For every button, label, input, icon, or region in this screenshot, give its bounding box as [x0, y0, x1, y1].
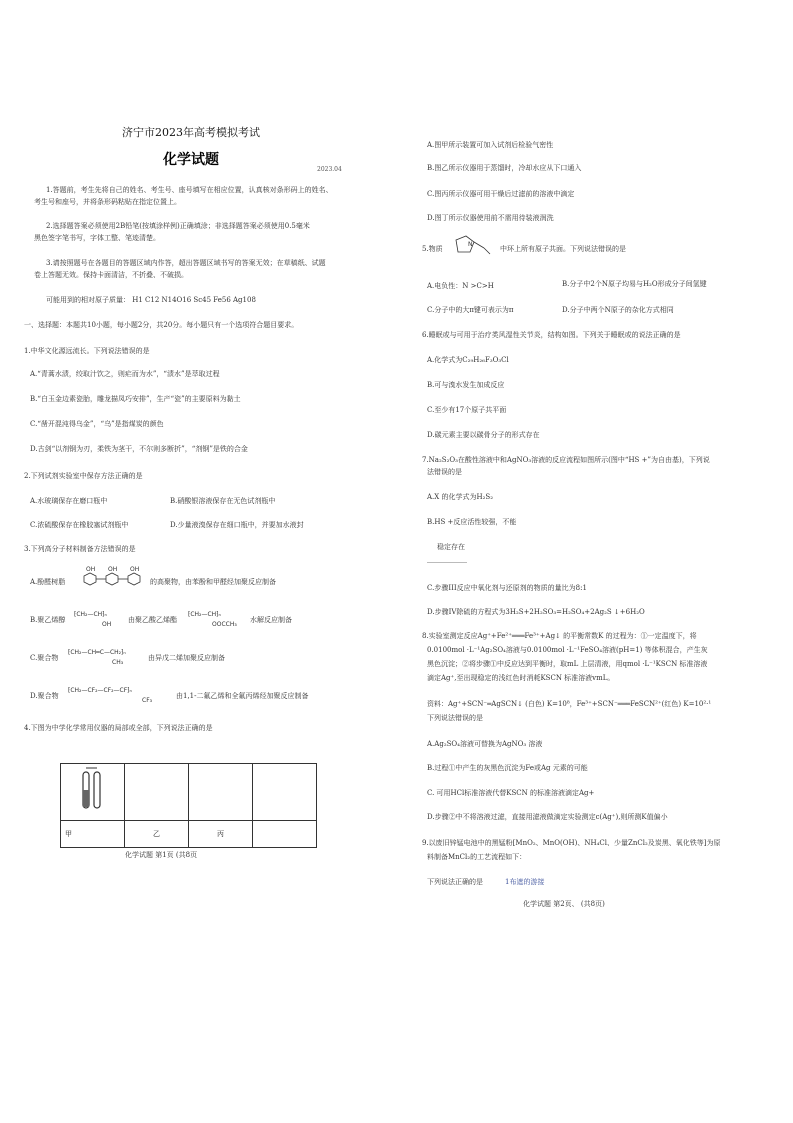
- option-c: C.步骤III反应中氧化剂与还原剂的物质的量比为8:1: [427, 584, 587, 592]
- instruction-line: 2.选择题答案必须使用2B铅笔(按填涂样例)正确填涂；非选择题答案必须使用0.5毫米: [46, 222, 310, 230]
- option-a: A.“青蒿水渍，绞取汁饮之，则疟而为水”，“渍水”是萃取过程: [30, 370, 220, 378]
- option-a: A.Ag₂SO₄溶液可替换为AgNO₃ 溶液: [427, 740, 543, 748]
- option-c: C.“凿开混沌得乌金”，“乌”是指煤炭的颜色: [30, 420, 164, 428]
- svg-text:CH₃: CH₃: [112, 659, 124, 666]
- question-stem: 8.实验室测定反应Ag⁺+Fe²⁺═══Fe³⁺+Ag↓ 的平衡常数K 的过程为：①一定温度下，将: [422, 632, 697, 640]
- question-prompt: 下列说法错误的是: [427, 714, 483, 722]
- question-stem-rest: 中环上所有原子共面。下列说法错误的是: [500, 245, 626, 253]
- option-a: A.酚醛树脂: [30, 578, 66, 586]
- svg-text:⁅CH₂—CH⁆ₙ: ⁅CH₂—CH⁆ₙ: [188, 611, 221, 618]
- svg-text:CF₃: CF₃: [142, 697, 153, 704]
- polyvinyl-acetate-structure: [186, 606, 248, 630]
- option-d: D.少量液溴保存在细口瓶中，并要加水液封: [170, 521, 304, 529]
- option-d: D.图丁所示仪器使用前不需用待装液润洗: [427, 214, 554, 222]
- svg-text:N: N: [468, 241, 473, 248]
- atomic-masses: 可能用到的相对原子质量： H1 C12 N14O16 Sc45 Fe56 Ag108: [46, 296, 256, 304]
- figure-placeholder-line: [427, 562, 467, 563]
- question-stem-cont: 料制备MnCl₂的工艺流程如下：: [427, 853, 527, 861]
- question-stem: 7.Na₂S₂O₃在酸性溶液中和AgNO₃溶液的反应流程如图所示(图中“HS +”为自由基)，下列说: [422, 456, 710, 464]
- option-a: A.X 的化学式为H₂S₂: [427, 493, 494, 501]
- reference-info: 资料：Ag⁺+SCN⁻═AgSCN↓ (白色) K=10⁸，Fe³⁺+SCN⁻═══FeSCN²⁺(红色) K=10²·¹: [427, 700, 712, 708]
- instruction-line: 黑色签字笔书写，字体工整、笔迹清楚。: [34, 234, 160, 242]
- label-bing: 丙: [189, 821, 253, 848]
- option-c: C.分子中的大π键可表示为π: [427, 306, 514, 314]
- option-c: C.图丙所示仪器可用干燥后过滤前的溶液中滴定: [427, 190, 575, 198]
- question-stem: 3.下列高分子材料制备方法错误的是: [24, 545, 136, 553]
- instruction-line: 1.答题前，考生先将自己的姓名、考生号、座号填写在相应位置，认真核对条形码上的姓名、: [46, 186, 333, 194]
- option-c: C.浓硫酸保存在橡胶塞试剂瓶中: [30, 521, 129, 529]
- question-stem-cont: 滴定Ag⁺,至出现稳定的浅红色时消耗KSCN 标准溶液vmL。: [427, 674, 615, 682]
- svg-text:OH: OH: [102, 621, 112, 628]
- option-a: A.电负性：N >C>H: [427, 282, 494, 290]
- question-prompt: 下列说法正确的是: [427, 878, 483, 886]
- option-b-mid: 由聚乙酸乙烯酯: [128, 616, 177, 624]
- option-d: D.聚合物: [30, 692, 59, 700]
- option-d: D.分子中两个N原子的杂化方式相同: [562, 306, 674, 314]
- question-stem: 5.物质: [422, 245, 443, 253]
- apparatus-yi: [125, 764, 189, 821]
- polyisoprene-structure: [66, 644, 146, 668]
- fluoropolymer-structure: [66, 682, 176, 706]
- option-d: D.古剑“以剂钢为刃，柔铁为茎干，不尔则多断折”，“剂钢”是铁的合金: [30, 445, 248, 453]
- question-stem-cont: 法错误的是: [427, 468, 462, 476]
- page-footer: 化学试题 第1页 (共8页: [125, 851, 198, 859]
- label-yi: 乙: [125, 821, 189, 848]
- subject-title: 化学试题: [163, 152, 219, 168]
- svg-text:⁅CH₂—CF₂—CF₂—CF⁆ₙ: ⁅CH₂—CF₂—CF₂—CF⁆ₙ: [68, 687, 132, 694]
- label-ding: [253, 821, 317, 848]
- option-a: A.化学式为C₂₉H₂₆F₃O₃Cl: [427, 356, 509, 364]
- option-b-cont: 稳定存在: [437, 543, 465, 551]
- instruction-line: 卷上答题无效。保持卡面清洁，不折叠、不破损。: [34, 271, 188, 279]
- option-b: B.聚乙烯醇: [30, 616, 66, 624]
- option-c: C.至少有17个原子共平面: [427, 406, 507, 414]
- question-stem: 6.睡眠或与可用于治疗类风湿性关节炎，结构如图。下列关于睡眠或的说法正确的是: [422, 331, 681, 339]
- option-d: D.碳元素主要以碳骨分子的形式存在: [427, 431, 540, 439]
- option-c: C.聚合物: [30, 654, 59, 662]
- option-a-rest: 的高聚物，由苯酚和甲醛经加聚反应制备: [150, 578, 276, 586]
- question-stem-cont: 黑色沉淀；②将步骤①中反应达到平衡时，取mL 上层清液，用qmol ·L⁻¹KSCN 标准溶液: [427, 660, 708, 668]
- option-d-rest: 由1,1-二氟乙烯和全氟丙烯经加聚反应制备: [176, 692, 309, 700]
- handwritten-note: 1布遮的游接: [505, 878, 545, 886]
- option-d: D.步骤IV除硫的方程式为3H₂S+2H₂SO₃=H₂SO₄+2Ag₂S ↓+6H₂O: [427, 608, 645, 616]
- apparatus-jia: [61, 764, 125, 821]
- apparatus-ding: [253, 764, 317, 821]
- svg-text:⁅CH₂—CH═C—CH₂⁆ₙ: ⁅CH₂—CH═C—CH₂⁆ₙ: [68, 649, 126, 656]
- option-b: B.“白玉金边素瓷胎，雕龙描凤巧安排”，生产“瓷”的主要原料为黏土: [30, 395, 241, 403]
- question-stem: 4.下图为中学化学常用仪器的局部或全部，下列说法正确的是: [24, 724, 213, 732]
- svg-text:OOCCH₃: OOCCH₃: [212, 621, 237, 628]
- section-heading: 一、选择题：本题共10小题，每小题2分，共20分。每小题只有一个选项符合题目要求。: [24, 321, 299, 329]
- option-a: A.水玻璃保存在磨口瓶中: [30, 497, 108, 505]
- exam-title: 济宁市2023年高考模拟考试: [122, 126, 260, 139]
- option-c-rest: 由异戊二烯加聚反应制备: [148, 654, 225, 662]
- option-d: D.步骤②中不将溶液过滤，直接用滤液做滴定实验测定c(Ag⁺),则所测K值偏小: [427, 813, 668, 821]
- option-b: B.过程①中产生的灰黑色沉淀为Fe或Ag 元素的可能: [427, 764, 588, 772]
- instruction-line: 考生号和座号，并将条形码粘贴在指定位置上。: [34, 198, 181, 206]
- exam-date: 2023.04: [317, 166, 342, 173]
- svg-text:OH: OH: [86, 566, 96, 573]
- instruction-line: 3.请按照题号在各题目的答题区域内作答，超出答题区域书写的答案无效；在草稿纸、试题: [46, 259, 326, 267]
- svg-text:⁅CH₂—CH⁆ₙ: ⁅CH₂—CH⁆ₙ: [74, 611, 107, 618]
- polyvinyl-alcohol-structure: [72, 606, 128, 630]
- svg-text:OH: OH: [130, 566, 140, 573]
- apparatus-figure-table: [60, 763, 317, 848]
- option-b: B.硝酸银溶液保存在无色试剂瓶中: [170, 497, 276, 505]
- option-a: A.图甲所示装置可加入试剂后检验气密性: [427, 141, 554, 149]
- question-stem: 2.下列试剂实验室中保存方法正确的是: [24, 472, 143, 480]
- option-b: B.可与溴水发生加成反应: [427, 381, 505, 389]
- label-jia: 甲: [61, 821, 125, 848]
- apparatus-bing: [189, 764, 253, 821]
- question-stem: 9.以废旧锌锰电池中的黑锰粉[MnO₂、MnO(OH)、NH₄Cl、少量ZnCl₂及炭黑、氧化铁等]为原: [422, 839, 721, 847]
- imidazole-structure: [446, 234, 496, 260]
- question-stem: 1.中华文化源远流长。下列说法错误的是: [24, 347, 150, 355]
- phenol-formaldehyde-structure: [76, 566, 148, 588]
- option-b: B.图乙所示仪器用于蒸馏时，冷却水应从下口通入: [427, 164, 582, 172]
- option-b-rest: 水解反应制备: [250, 616, 292, 624]
- page-footer: 化学试题 第2页、 (共8页): [523, 900, 605, 908]
- question-stem-cont: 0.0100mol ·L⁻¹Ag₂SO₄溶液与0.0100mol ·L⁻¹FeSO₄溶液(pH=1) 等体积混合，产生灰: [427, 646, 708, 654]
- option-c: C. 可用HCl标准溶液代替KSCN 的标准溶液滴定Ag+: [427, 789, 595, 797]
- option-b: B.分子中2个N原子均易与H₂O形成分子间氢键: [562, 280, 707, 288]
- svg-text:OH: OH: [108, 566, 118, 573]
- option-b: B.HS +反应活性较强，不能: [427, 518, 517, 526]
